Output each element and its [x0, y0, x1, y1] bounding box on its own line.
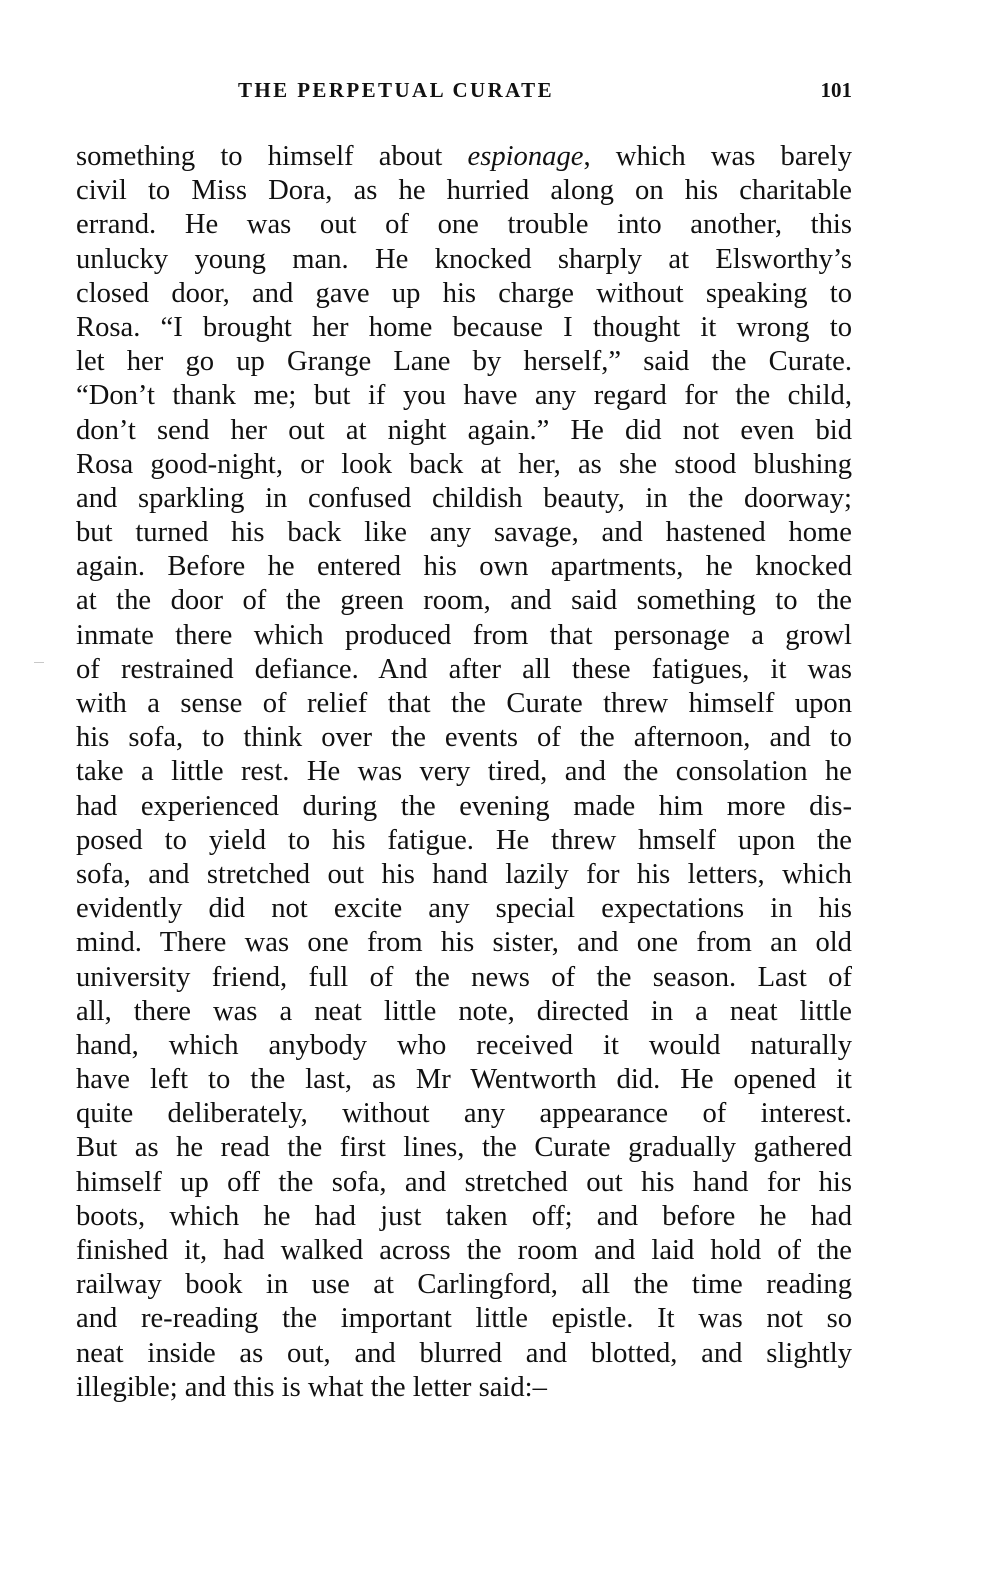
running-head: [76, 78, 852, 108]
text-line: university friend, full of the news of the season. Last of: [76, 961, 852, 993]
margin-mark: [34, 662, 44, 663]
text-line: have left to the last, as Mr Wentworth did. He opened it: [76, 1064, 852, 1096]
text-line: But as he read the first lines, the Curate gradually gathered: [76, 1132, 852, 1164]
text-line: and sparkling in confused childish beauty, in the doorway;: [76, 482, 852, 514]
running-title: THE PERPETUAL CURATE: [238, 78, 554, 102]
body-text: [76, 140, 852, 1405]
text-line: illegible; and this is what the letter said:–: [76, 1371, 547, 1403]
text-line: “Don’t thank me; but if you have any regard for the child,: [76, 380, 852, 412]
text-line: closed door, and gave up his charge without speaking to: [76, 277, 852, 309]
page-number: 101: [820, 78, 852, 102]
text-line: finished it, had walked across the room and laid hold of the: [76, 1235, 852, 1266]
text-line: evidently did not excite any special expectations in his: [76, 893, 852, 925]
text-line: posed to yield to his fatigue. He threw hmself upon the: [76, 824, 852, 856]
text-line: all, there was a neat little note, directed in a neat little: [76, 995, 852, 1027]
text-line: inmate there which produced from that personage a growl: [76, 619, 852, 651]
italic-word: espionage: [467, 141, 584, 172]
text-line: had experienced during the evening made him more dis-: [76, 790, 852, 822]
text-line: mind. There was one from his sister, and one from an old: [76, 927, 852, 959]
text-line: errand. He was out of one trouble into another, this: [76, 209, 852, 241]
text-line: hand, which anybody who received it would naturally: [76, 1029, 852, 1061]
text-line: boots, which he had just taken off; and before he had: [76, 1200, 852, 1232]
text-line: again. Before he entered his own apartments, he knocked: [76, 551, 852, 583]
text-line: and re-reading the important little epistle. It was not so: [76, 1303, 852, 1335]
text-line: Rosa. “I brought her home because I thought it wrong to: [76, 311, 852, 343]
text-line: neat inside as out, and blurred and blotted, and slightly: [76, 1337, 852, 1369]
text-line: unlucky young man. He knocked sharply at Elsworthy’s: [76, 243, 852, 275]
text-line: Rosa good-night, or look back at her, as she stood blushing: [76, 448, 852, 480]
text-line: at the door of the green room, and said something to the: [76, 585, 852, 617]
text-line: with a sense of relief that the Curate threw himself upon: [76, 688, 852, 719]
text-line: but turned his back like any savage, and hastened home: [76, 517, 852, 549]
text-line: civil to Miss Dora, as he hurried along on his charitable: [76, 175, 852, 207]
text-line: don’t send her out at night again.” He did not even bid: [76, 414, 852, 446]
text-line: quite deliberately, without any appearance of interest.: [76, 1098, 852, 1130]
text-line: let her go up Grange Lane by herself,” said the Curate.: [76, 346, 852, 378]
text-line: something to himself about espionage, which was barely: [76, 141, 852, 172]
text-line: himself up off the sofa, and stretched out his hand for his: [76, 1166, 852, 1198]
text-line: railway book in use at Carlingford, all the time reading: [76, 1269, 852, 1301]
text-line: his sofa, to think over the events of the afternoon, and to: [76, 722, 852, 754]
text-line: of restrained defiance. And after all these fatigues, it was: [76, 653, 852, 685]
text-line: take a little rest. He was very tired, and the consolation he: [76, 756, 852, 788]
text-line: sofa, and stretched out his hand lazily for his letters, which: [76, 858, 852, 890]
